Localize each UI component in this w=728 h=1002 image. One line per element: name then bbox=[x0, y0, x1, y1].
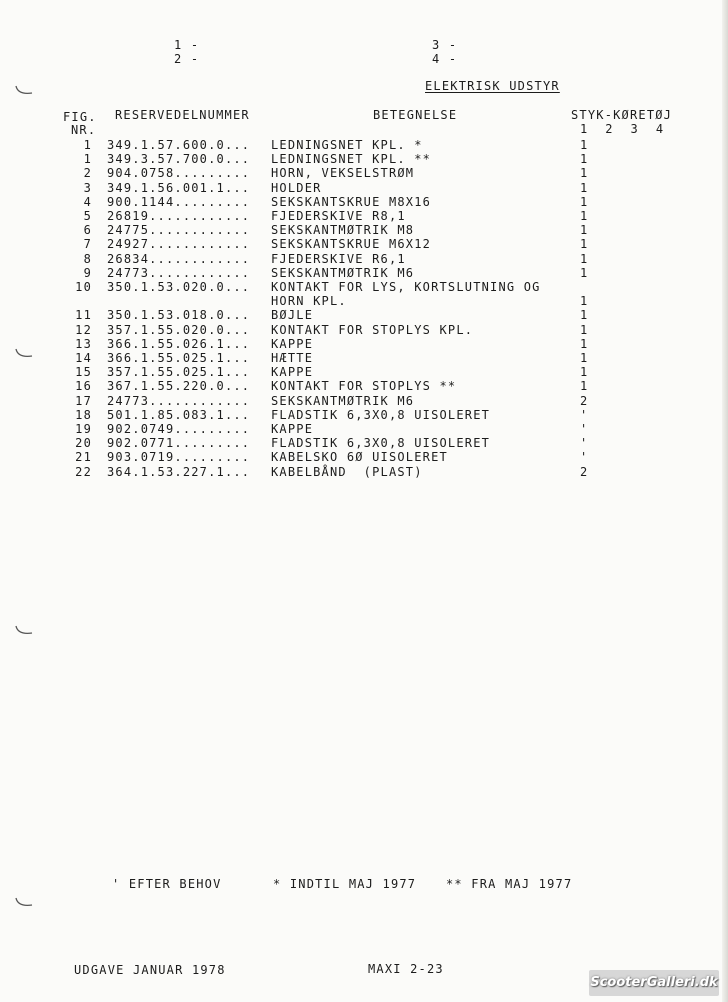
row-fig-number: 4 bbox=[83, 195, 92, 209]
row-fig-number: 3 bbox=[83, 181, 92, 195]
table-row bbox=[0, 223, 728, 237]
row-part-number: 26819............ bbox=[107, 209, 251, 223]
row-description: KABELSKO 6Ø UISOLERET bbox=[271, 450, 448, 464]
legend-fra: ** FRA MAJ 1977 bbox=[446, 877, 573, 891]
row-description: FJEDERSKIVE R6,1 bbox=[271, 252, 406, 266]
row-quantity: 1 bbox=[580, 181, 589, 195]
row-quantity: 1 bbox=[580, 152, 589, 166]
col-header-desc: BETEGNELSE bbox=[373, 108, 458, 122]
row-part-number: 349.3.57.700.0... bbox=[107, 152, 251, 166]
legend-efter-behov: ' EFTER BEHOV bbox=[112, 877, 222, 891]
table-row bbox=[0, 152, 728, 166]
row-quantity: 1 bbox=[580, 323, 589, 337]
row-description: LEDNINGSNET KPL. * bbox=[271, 138, 423, 152]
row-fig-number: 16 bbox=[75, 379, 92, 393]
row-part-number: 902.0749......... bbox=[107, 422, 251, 436]
row-fig-number: 6 bbox=[83, 223, 92, 237]
row-description: SEKSKANTMØTRIK M6 bbox=[271, 394, 415, 408]
row-quantity: 1 bbox=[580, 266, 589, 280]
row-part-number: 26834............ bbox=[107, 252, 251, 266]
table-row bbox=[0, 394, 728, 408]
table-row bbox=[0, 266, 728, 280]
table-row bbox=[0, 379, 728, 393]
table-row bbox=[0, 351, 728, 365]
table-row bbox=[0, 294, 728, 308]
page-num-4: 4 - bbox=[432, 52, 458, 66]
row-quantity: ' bbox=[580, 450, 589, 464]
row-part-number: 24927............ bbox=[107, 237, 251, 251]
table-row bbox=[0, 436, 728, 450]
row-part-number: 349.1.56.001.1... bbox=[107, 181, 251, 195]
table-row bbox=[0, 195, 728, 209]
legend-indtil: * INDTIL MAJ 1977 bbox=[273, 877, 417, 891]
row-fig-number: 7 bbox=[83, 237, 92, 251]
row-fig-number: 21 bbox=[75, 450, 92, 464]
row-description: HORN KPL. bbox=[271, 294, 347, 308]
row-description: KONTAKT FOR LYS, KORTSLUTNING OG bbox=[271, 280, 541, 294]
row-quantity: 1 bbox=[580, 379, 589, 393]
watermark-logo: ScooterGalleri.dk bbox=[589, 970, 719, 996]
row-part-number: 350.1.53.020.0... bbox=[107, 280, 251, 294]
row-part-number: 357.1.55.020.0... bbox=[107, 323, 251, 337]
binder-hole-icon bbox=[14, 83, 36, 97]
row-description: FLADSTIK 6,3X0,8 UISOLERET bbox=[271, 436, 491, 450]
table-row bbox=[0, 181, 728, 195]
table-row bbox=[0, 237, 728, 251]
footer-edition: UDGAVE JANUAR 1978 bbox=[74, 963, 226, 977]
col-header-qty: STYK-KØRETØJ bbox=[571, 108, 673, 122]
row-description: BØJLE bbox=[271, 308, 314, 322]
row-fig-number: 1 bbox=[83, 152, 92, 166]
row-quantity: 1 bbox=[580, 223, 589, 237]
col-header-fig: FIG. bbox=[63, 110, 97, 124]
table-row bbox=[0, 209, 728, 223]
row-description: SEKSKANTSKRUE M8X16 bbox=[271, 195, 432, 209]
row-quantity: ' bbox=[580, 422, 589, 436]
col-header-qty-sub: 1 2 3 4 bbox=[580, 122, 665, 136]
row-fig-number: 15 bbox=[75, 365, 92, 379]
row-quantity: ' bbox=[580, 436, 589, 450]
row-quantity: 1 bbox=[580, 308, 589, 322]
row-quantity: 2 bbox=[580, 394, 589, 408]
row-fig-number: 22 bbox=[75, 465, 92, 479]
row-description: FLADSTIK 6,3X0,8 UISOLERET bbox=[271, 408, 491, 422]
row-fig-number: 5 bbox=[83, 209, 92, 223]
row-quantity: 1 bbox=[580, 351, 589, 365]
binder-hole-icon bbox=[14, 623, 36, 637]
table-row bbox=[0, 166, 728, 180]
col-header-nr: NR. bbox=[71, 123, 97, 137]
row-fig-number: 13 bbox=[75, 337, 92, 351]
table-row bbox=[0, 252, 728, 266]
section-title: ELEKTRISK UDSTYR bbox=[425, 79, 560, 93]
row-description: KABELBÅND (PLAST) bbox=[271, 465, 423, 479]
table-row bbox=[0, 422, 728, 436]
row-part-number: 349.1.57.600.0... bbox=[107, 138, 251, 152]
row-quantity: 1 bbox=[580, 237, 589, 251]
row-quantity: 1 bbox=[580, 209, 589, 223]
row-part-number: 900.1144......... bbox=[107, 195, 251, 209]
row-description: HORN, VEKSELSTRØM bbox=[271, 166, 415, 180]
row-description: SEKSKANTMØTRIK M8 bbox=[271, 223, 415, 237]
row-fig-number: 19 bbox=[75, 422, 92, 436]
row-quantity: 2 bbox=[580, 465, 589, 479]
row-fig-number: 12 bbox=[75, 323, 92, 337]
row-part-number: 357.1.55.025.1... bbox=[107, 365, 251, 379]
table-row bbox=[0, 308, 728, 322]
binder-hole-icon bbox=[14, 895, 36, 909]
row-description: KAPPE bbox=[271, 337, 314, 351]
row-description: HOLDER bbox=[271, 181, 322, 195]
row-part-number: 24773............ bbox=[107, 394, 251, 408]
table-row bbox=[0, 408, 728, 422]
table-row bbox=[0, 450, 728, 464]
row-quantity: 1 bbox=[580, 195, 589, 209]
row-fig-number: 17 bbox=[75, 394, 92, 408]
row-fig-number: 10 bbox=[75, 280, 92, 294]
row-part-number: 367.1.55.220.0... bbox=[107, 379, 251, 393]
page-num-3: 3 - bbox=[432, 38, 458, 52]
row-description: SEKSKANTMØTRIK M6 bbox=[271, 266, 415, 280]
row-part-number: 24775............ bbox=[107, 223, 251, 237]
row-quantity: 1 bbox=[580, 365, 589, 379]
row-description: KONTAKT FOR STOPLYS ** bbox=[271, 379, 457, 393]
table-row bbox=[0, 280, 728, 294]
row-fig-number: 14 bbox=[75, 351, 92, 365]
row-description: LEDNINGSNET KPL. ** bbox=[271, 152, 432, 166]
row-part-number: 364.1.53.227.1... bbox=[107, 465, 251, 479]
row-part-number: 24773............ bbox=[107, 266, 251, 280]
row-fig-number: 11 bbox=[75, 308, 92, 322]
row-part-number: 350.1.53.018.0... bbox=[107, 308, 251, 322]
table-row bbox=[0, 138, 728, 152]
row-quantity: 1 bbox=[580, 252, 589, 266]
table-row bbox=[0, 365, 728, 379]
row-fig-number: 1 bbox=[83, 138, 92, 152]
row-part-number: 366.1.55.026.1... bbox=[107, 337, 251, 351]
row-fig-number: 18 bbox=[75, 408, 92, 422]
row-quantity: 1 bbox=[580, 166, 589, 180]
page-num-2: 2 - bbox=[174, 52, 200, 66]
table-row bbox=[0, 465, 728, 479]
row-description: FJEDERSKIVE R8,1 bbox=[271, 209, 406, 223]
col-header-part: RESERVEDELNUMMER bbox=[115, 108, 250, 122]
row-description: SEKSKANTSKRUE M6X12 bbox=[271, 237, 432, 251]
row-part-number: 904.0758......... bbox=[107, 166, 251, 180]
row-quantity: 1 bbox=[580, 337, 589, 351]
row-part-number: 903.0719......... bbox=[107, 450, 251, 464]
row-description: KAPPE bbox=[271, 422, 314, 436]
table-row bbox=[0, 323, 728, 337]
row-quantity: ' bbox=[580, 408, 589, 422]
row-fig-number: 2 bbox=[83, 166, 92, 180]
table-row bbox=[0, 337, 728, 351]
row-part-number: 366.1.55.025.1... bbox=[107, 351, 251, 365]
row-fig-number: 9 bbox=[83, 266, 92, 280]
row-quantity: 1 bbox=[580, 294, 589, 308]
row-quantity: 1 bbox=[580, 138, 589, 152]
footer-page-ref: MAXI 2-23 bbox=[368, 962, 444, 976]
row-part-number: 902.0771......... bbox=[107, 436, 251, 450]
row-description: KAPPE bbox=[271, 365, 314, 379]
page-num-1: 1 - bbox=[174, 38, 200, 52]
row-part-number: 501.1.85.083.1... bbox=[107, 408, 251, 422]
row-description: HÆTTE bbox=[271, 351, 314, 365]
row-fig-number: 20 bbox=[75, 436, 92, 450]
row-description: KONTAKT FOR STOPLYS KPL. bbox=[271, 323, 474, 337]
row-fig-number: 8 bbox=[83, 252, 92, 266]
